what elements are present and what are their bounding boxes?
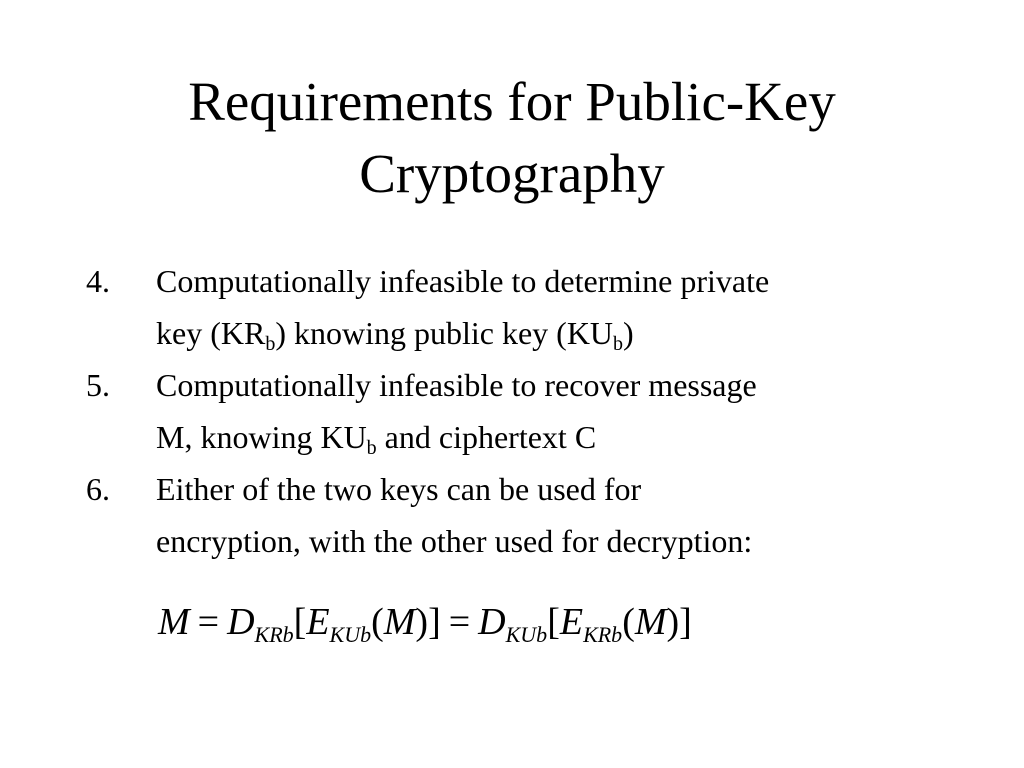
text-segment: and ciphertext C — [376, 419, 597, 455]
eq-bracket: [ — [293, 601, 307, 643]
eq-symbol: E — [306, 601, 330, 643]
eq-symbol: D — [478, 601, 506, 643]
eq-bracket: [ — [547, 601, 560, 643]
list-item — [86, 463, 966, 567]
eq-operator: = — [448, 601, 471, 643]
eq-subscript: KRb — [583, 622, 623, 647]
eq-bracket: ] — [428, 601, 441, 643]
item-number: 4. — [86, 263, 110, 299]
text-segment: key (KR — [156, 315, 266, 351]
eq-symbol: M — [383, 601, 416, 643]
item-line: encryption, with the other used for decryption: — [156, 523, 753, 559]
eq-symbol: M — [634, 601, 667, 643]
requirements-list — [86, 255, 966, 567]
eq-paren: ( — [622, 601, 635, 643]
item-line: Either of the two keys can be used for — [156, 471, 642, 507]
text-segment: M, knowing KU — [156, 419, 367, 455]
eq-paren: ( — [371, 601, 384, 643]
text-segment: ) knowing public key (KU — [275, 315, 614, 351]
title-line-2: Cryptography — [359, 143, 665, 204]
eq-bracket: ] — [679, 601, 692, 643]
text-segment: ) — [623, 315, 634, 351]
item-number: 6. — [86, 471, 110, 507]
slide-title — [0, 66, 1024, 210]
title-line-1: Requirements for Public-Key — [188, 71, 836, 132]
subscript: b — [613, 333, 624, 355]
list-item — [86, 359, 966, 463]
eq-subscript: KRb — [254, 622, 294, 647]
item-line — [156, 307, 966, 359]
eq-paren: ) — [666, 601, 680, 643]
eq-subscript: KUb — [329, 622, 372, 647]
item-line: Computationally infeasible to recover message — [156, 367, 757, 403]
item-line — [156, 411, 966, 463]
eq-operator: = — [197, 601, 220, 643]
item-number: 5. — [86, 367, 110, 403]
eq-symbol: D — [227, 601, 255, 643]
eq-symbol: M — [158, 601, 190, 643]
subscript: b — [366, 437, 377, 459]
eq-subscript: KUb — [505, 622, 548, 647]
key-symmetry-equation — [158, 596, 692, 648]
item-line: Computationally infeasible to determine private — [156, 263, 770, 299]
eq-symbol: E — [559, 601, 584, 643]
subscript: b — [265, 333, 276, 355]
list-item — [86, 255, 966, 359]
eq-paren: ) — [415, 601, 429, 643]
